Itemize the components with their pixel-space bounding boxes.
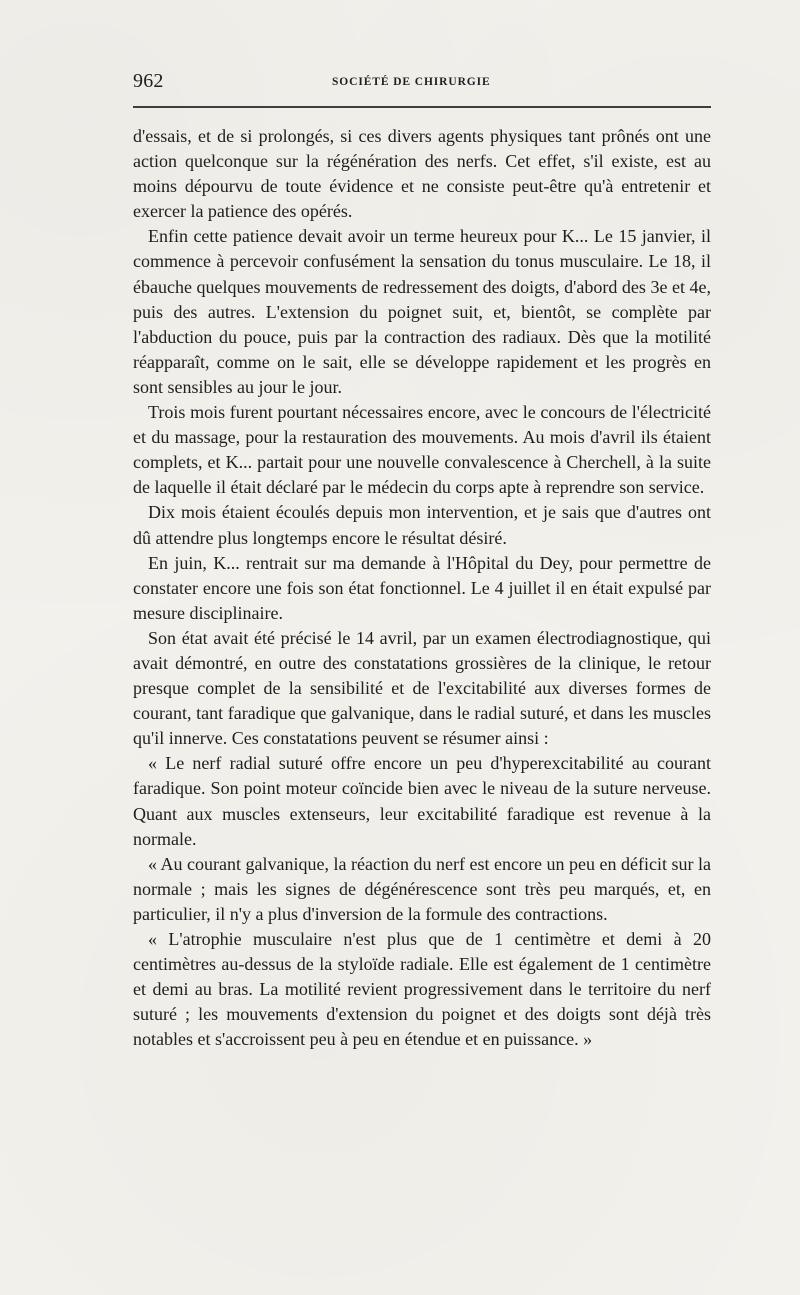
quoted-paragraph-3: « L'atrophie musculaire n'est plus que de 1 centimètre et demi à 20 centimètres au-dessus de la styloïde radiale. Elle est également de 1 centimètre et demi au bras. La motilité revient progressivement dans le territoire du nerf suturé ; les mouvements d'extension du poignet et des doigts sont déjà très notables et s'accroissent peu à peu en étendue et en puissance. » bbox=[133, 929, 711, 1050]
paragraph-4: Dix mois étaient écoulés depuis mon intervention, et je sais que d'autres ont dû attendre plus longtemps encore le résultat désiré. bbox=[133, 502, 711, 548]
page-number: 962 bbox=[133, 70, 164, 92]
header-rule bbox=[133, 106, 711, 108]
paragraph-3: Trois mois furent pourtant nécessaires encore, avec le concours de l'électricité et du massage, pour la restauration des mouvements. Au mois d'avril ils étaient complets, et K... partait pour une nouvelle convalescence à Cherchell, à la suite de laquelle il était déclaré par le médecin du corps apte à reprendre son service. bbox=[133, 402, 711, 498]
quoted-paragraph-1: « Le nerf radial suturé offre encore un peu d'hyperexcitabilité au courant faradique. Son point moteur coïncide bien avec le niveau de la suture nerveuse. Quant aux muscles extenseurs, leur excitabilité faradique est revenue à la normale. bbox=[133, 753, 711, 849]
quoted-paragraph-2: « Au courant galvanique, la réaction du nerf est encore un peu en déficit sur la normale ; mais les signes de dégénérescence sont très peu marqués, et, en particulier, il n'y a plus d'inversion de la formule des contractions. bbox=[133, 853, 711, 924]
paragraph-6: Son état avait été précisé le 14 avril, par un examen électrodiagnostique, qui avait démontré, en outre des constatations grossières de la clinique, le retour presque complet de la sensibilité et de l'excitabilité aux diverses formes de courant, tant faradique que galvanique, dans le radial suturé, et dans les muscles qu'il innerve. Ces constatations peuvent se résumer ainsi : bbox=[133, 627, 711, 749]
body-text bbox=[133, 124, 711, 1052]
page-header bbox=[133, 70, 711, 96]
paragraph-2: Enfin cette patience devait avoir un terme heureux pour K... Le 15 janvier, il commence à percevoir confusément la sensation du tonus musculaire. Le 18, il ébauche quelques mouvements de redressement des doigts, d'abord des 3e et 4e, puis des autres. L'extension du poignet suit, et, bientôt, se complète par l'abduction du pouce, puis par la contraction des radiaux. Dès que la motilité réapparaît, comme on le sait, elle se développe rapidement et les progrès en sont sensibles au jour le jour. bbox=[133, 226, 711, 397]
running-title: SOCIÉTÉ DE CHIRURGIE bbox=[332, 76, 491, 88]
paragraph-5: En juin, K... rentrait sur ma demande à l'Hôpital du Dey, pour permettre de constater encore une fois son état fonctionnel. Le 4 juillet il en était expulsé par mesure disciplinaire. bbox=[133, 552, 711, 623]
paragraph-1: d'essais, et de si prolongés, si ces divers agents physiques tant prônés ont une action quelconque sur la régénération des nerfs. Cet effet, s'il existe, est au moins dépourvu de toute évidence et ne consiste peut-être qu'à entretenir et exercer la patience des opérés. bbox=[133, 126, 711, 222]
